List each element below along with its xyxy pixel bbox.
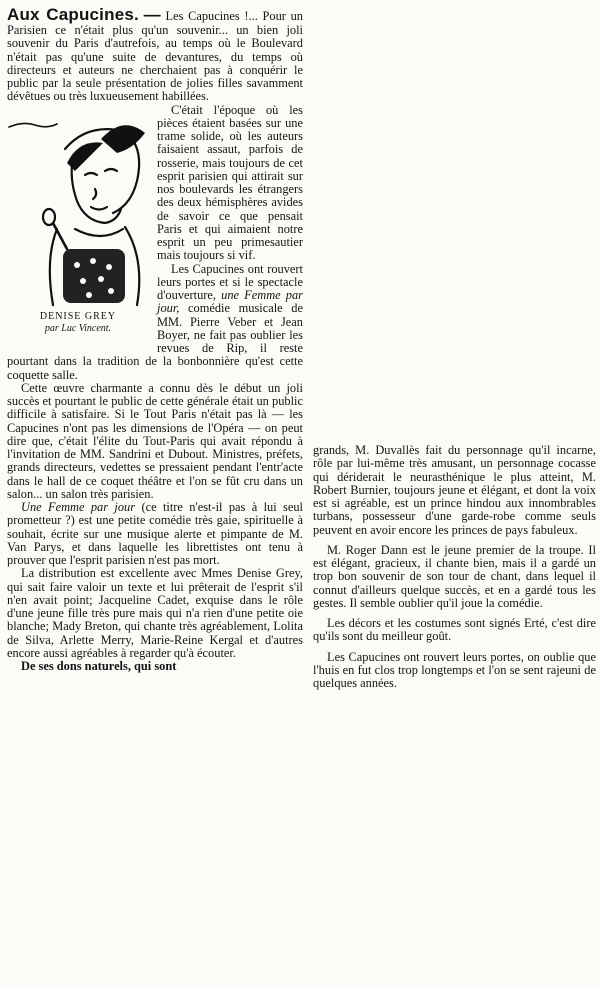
- paragraph-decors: Les décors et les costumes sont signés Erté, c'est dire qu'ils sont du meilleur goût.: [313, 616, 596, 644]
- illustration-caption-name: DENISE GREY: [39, 310, 117, 322]
- paragraph-duvalles: grands, M. Duvallès fait du personnage qu'il incarne, rôle par lui-même très amusant, un personnage cocasse qui dériderait le neurasthénique le plus atteint, M. Robert Burnier, toujours jeune et élégant, et dont la voix est si agréable, est un prince hindou aux innombrables turbans, possesseur d'une garde-robe comme seuls peuvent en avoir encore les princes de pays fabuleux.: [313, 443, 596, 537]
- title-dash: —: [143, 5, 161, 24]
- illustration: [5, 109, 151, 341]
- rouvert-text-b: comédie musicale de MM. Pierre Veber et Jean Boyer, ne fait pas oublier les revues de Rip, il reste pourtant dans la tradition de la bonbonnière qu'est cette coquette salle.: [7, 301, 303, 382]
- column-right: [313, 444, 596, 697]
- show-title-italic: une Femme par jour,: [157, 288, 303, 316]
- illustration-caption-credit: par Luc Vincent.: [44, 322, 112, 334]
- intro-text: Les Capucines !... Pour un Parisien ce n'était plus qu'un souvenir... un bien joli souvenir du Paris d'autrefois, au temps où le Boulevard n'était pas qu'une suite de devantures, du temps où directeurs et auteurs ne cherchaient pas à conquérir le public par la seule présentation de jolies filles savamment dévêtues ou très luxueusement habillées.: [7, 9, 303, 104]
- paragraph-conclusion: Les Capucines ont rouvert leurs portes, on oublie que l'huis en fut clos trop longtemps et l'on se sent rajeuni de quelques années.: [313, 649, 596, 690]
- paragraph-titre: [7, 501, 303, 567]
- column-left: [7, 6, 303, 673]
- paragraph-roger-dann: M. Roger Dann est le jeune premier de la troupe. Il est élégant, gracieux, il chante bien, mais il a gardé un trop bon souvenir de son tour de chant, dans lequel il connut d'ailleurs quelque succès, et en a gardé tous les gestes. Il semble oublier qu'il joue la comédie.: [313, 542, 596, 610]
- paragraph-distribution: La distribution est excellente avec Mmes Denise Grey, qui sait faire valoir un texte et lui prêterait de l'esprit s'il n'en avait point; Jacqueline Cadet, exquise dans le rôle d'une jeune fille très pure mais qui n'a rien d'une petite oie blanche; Mady Breton, qui chante très agréablement, Lolita de Silva, Arlette Merry, Marie-Reine Kergal et d'autres encore aussi agréables à regarder qu'à écouter.: [7, 566, 303, 660]
- intro-paragraph: [7, 6, 303, 104]
- paragraph-epoque: C'était l'époque où les pièces étaient basées sur une trame solide, où les auteurs faisaient assaut, parfois de rosserie, mais toujours de cet esprit parisien qui attirait sur nos boulevards les étrangers des deux hémisphères avides de savoir ce que pensait Paris et qui aimaient notre esprit un peu primesautier mais toujours si vif.: [157, 102, 303, 263]
- article-title: Aux Capucines.: [7, 5, 139, 24]
- titre-text: (ce titre n'est-il pas à lui seul prometteur ?) est une petite comédie très gaie, spirituelle à souhait, écrite sur une musique alerte et pimpante de M. Van Parys, et dans laquelle les librettistes ont tenu à prouver que l'esprit parisien n'est pas mort.: [7, 500, 303, 567]
- paragraph-dons: De ses dons naturels, qui sont: [21, 659, 177, 673]
- paragraph-oeuvre: Cette œuvre charmante a connu dès le début un joli succès et pourtant le public de cette générale était un public difficile à satisfaire. Si le Tout Paris n'était pas là — les Capucines n'ont pas les dimensions de l'Opéra — on peut dire que, c'était l'élite du Tout-Paris qui avait répondu à l'invitation de MM. Sandrini et Dubout. Ministres, préfets, grands directeurs, vedettes se pressaient pendant l'entr'acte dans le hall de ce coquet théâtre et l'on se fût cru dans un salon... un salon très parisien.: [7, 380, 303, 501]
- rouvert-text-a: Les Capucines ont rouvert leurs portes et si le spectacle d'ouverture,: [157, 261, 303, 302]
- show-title-italic-2: Une Femme par jour: [21, 500, 136, 514]
- portrait-sketch-icon: [5, 109, 151, 309]
